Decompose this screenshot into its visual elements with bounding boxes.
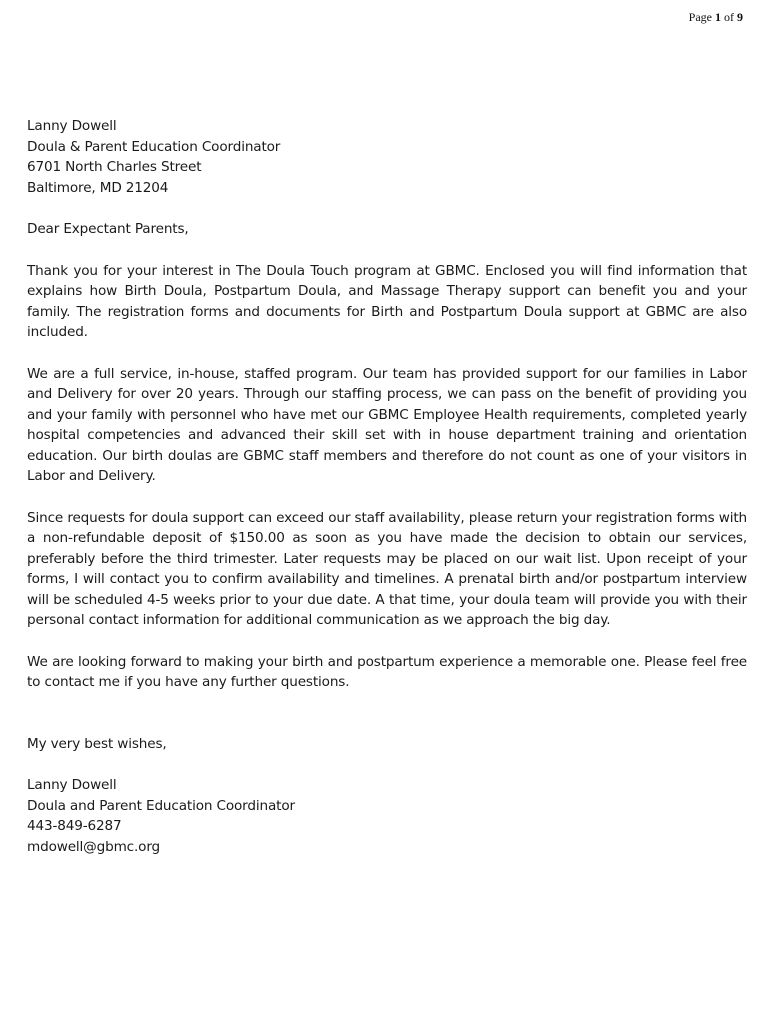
- paragraph-registration: Since requests for doula support can exceed our staff availability, please return your registration forms with a non-refundable deposit of $150.00 as soon as you have made the decision to obtain our services, preferably before the third trimester. Later requests may be placed on our wait list. Upon receipt of your forms, I will contact you to confirm availability and timelines. A prenatal birth and/or postpartum interview will be scheduled 4-5 weeks prior to your due date. A that time, your doula team will provide you with their personal contact information for additional communication as we approach the big day.: [27, 509, 747, 628]
- paragraph-intro: Thank you for your interest in The Doula Touch program at GBMC. Enclosed you will find information that explains how Birth Doula, Postpartum Doula, and Massage Therapy support can benefit you and your family. The registration forms and documents for Birth and Postpartum Doula support at GBMC are also included.: [27, 262, 747, 340]
- sender-city: Baltimore, MD 21204: [27, 179, 169, 196]
- salutation: Dear Expectant Parents,: [27, 221, 189, 237]
- page-total: 9: [737, 10, 743, 24]
- letter-body: [27, 116, 747, 857]
- page-of: of: [724, 10, 734, 24]
- page-word: Page: [688, 10, 712, 24]
- page-number: [689, 10, 743, 25]
- signature-email: mdowell@gbmc.org: [27, 838, 161, 855]
- paragraph-closing: We are looking forward to making your birth and postpartum experience a memorable one. Please feel free to contact me if you have any further questions.: [27, 653, 747, 690]
- paragraph-program: We are a full service, in-house, staffed program. Our team has provided support for our families in Labor and Delivery for over 20 years. Through our staffing process, we can pass on the benefit of providing you and your family with personnel who have met our GBMC Employee Health requirements, completed yearly hospital competencies and advanced their skill set with in house department training and orientation education. Our birth doulas are GBMC staff members and therefore do not count as one of your visitors in Labor and Delivery.: [27, 365, 747, 484]
- signature-phone: 443-849-6287: [27, 818, 122, 834]
- sender-street: 6701 North Charles Street: [27, 159, 202, 175]
- closing-phrase: My very best wishes,: [27, 735, 167, 752]
- sender-name: Lanny Dowell: [27, 118, 117, 134]
- signature-block: [27, 775, 747, 857]
- signature-name: Lanny Dowell: [27, 777, 117, 793]
- sender-title: Doula & Parent Education Coordinator: [27, 138, 281, 155]
- page-current: 1: [715, 10, 721, 24]
- sender-address: [27, 116, 747, 198]
- signature-title: Doula and Parent Education Coordinator: [27, 797, 295, 814]
